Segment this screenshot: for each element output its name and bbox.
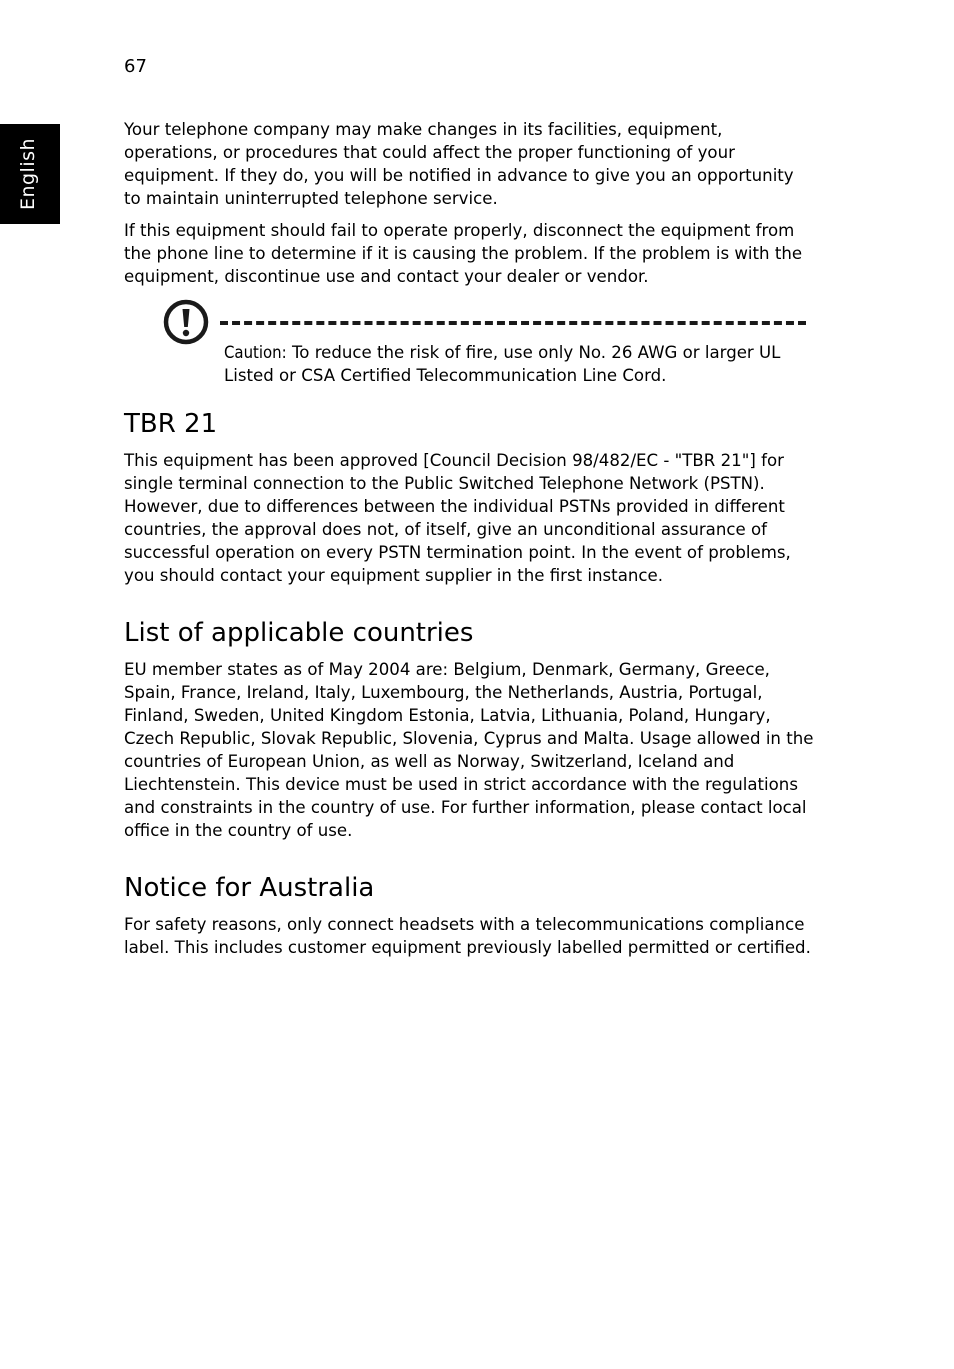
page-number: 67 bbox=[124, 56, 147, 77]
caution-text bbox=[224, 341, 814, 387]
caution-label: Caution: bbox=[224, 343, 287, 362]
australia-paragraph: For safety reasons, only connect headsets with a telecommunications compliance label. This includes customer equipment previously labelled permitted or certified. bbox=[124, 915, 811, 957]
caution-note bbox=[124, 298, 814, 408]
heading-tbr21: TBR 21 bbox=[124, 409, 218, 439]
caution-body: To reduce the risk of fire, use only No. 26 AWG or larger UL Listed or CSA Certified Telecommunication Line Cord. bbox=[224, 343, 781, 385]
exclamation-circle-icon bbox=[162, 298, 210, 346]
heading-applicable-countries: List of applicable countries bbox=[124, 618, 474, 648]
heading-notice-australia: Notice for Australia bbox=[124, 873, 375, 903]
intro-paragraph-1: Your telephone company may make changes in its facilities, equipment, operations, or procedures that could affect the proper functioning of your equipment. If they do, you will be notified in advance to give you an opportunity to maintain uninterrupted telephone service. bbox=[124, 120, 794, 208]
page-content bbox=[124, 118, 814, 959]
intro-paragraph-2: If this equipment should fail to operate properly, disconnect the equipment from the phone line to determine if it is causing the problem. If the problem is with the equipment, discontinue use and contact your dealer or vendor. bbox=[124, 221, 803, 286]
language-tab-label: English bbox=[17, 137, 39, 211]
tbr21-paragraph: This equipment has been approved [Council Decision 98/482/EC - "TBR 21"] for single terminal connection to the Public Switched Telephone Network (PSTN). However, due to differences between the individual PSTNs provided in different countries, the approval does not, of itself, give an unconditional assurance of successful operation on every PSTN termination point. In the event of problems, you should contact your equipment supplier in the first instance. bbox=[124, 451, 791, 585]
caution-dashed-rule bbox=[220, 321, 806, 325]
countries-paragraph: EU member states as of May 2004 are: Belgium, Denmark, Germany, Greece, Spain, France, Ireland, Italy, Luxembourg, the Netherlands, Austria, Portugal, Finland, Sweden, United Kingdom Estonia, Latvia, Lithuania, Poland, Hungary, Czech Republic, Slovak Republic, Slovenia, Cyprus and Malta. Usage allowed in the countries of European Union, as well as Norway, Switzerland, Iceland and Liechtenstein. This device must be used in strict accordance with the regulations and constraints in the country of use. For further information, please contact local office in the country of use. bbox=[124, 660, 814, 840]
